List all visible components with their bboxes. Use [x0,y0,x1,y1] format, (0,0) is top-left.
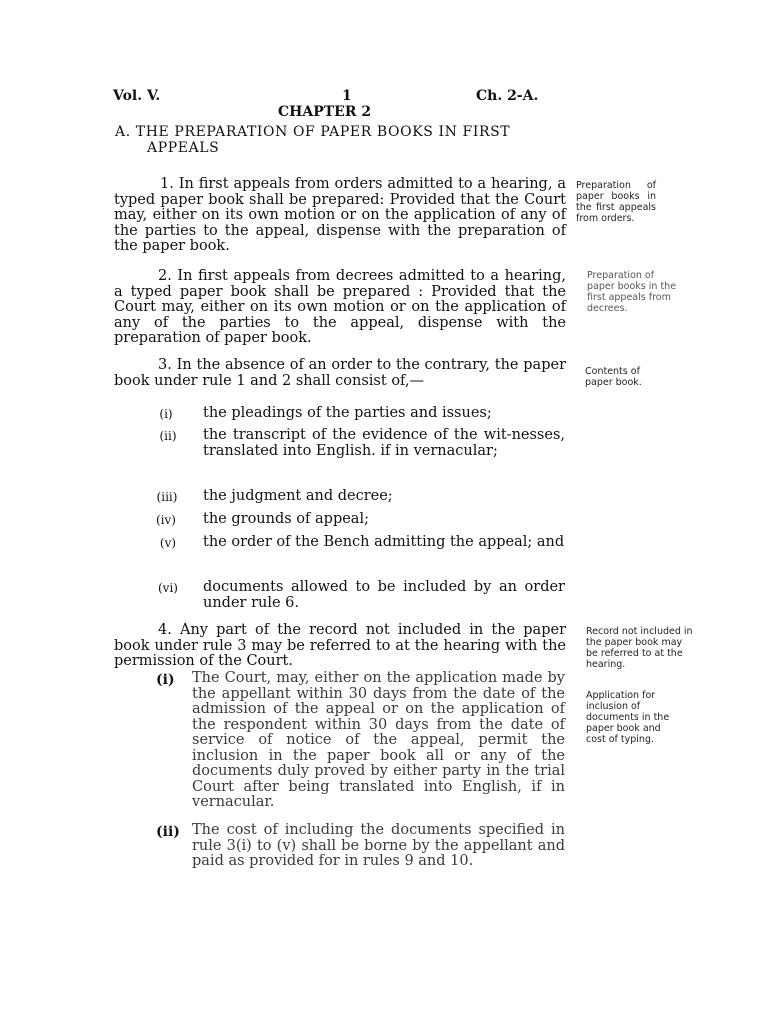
sub-item-number: (i) [156,672,175,688]
rule-2-text: 2. In first appeals from decrees admitted to a hearing, a typed paper book shall be prepared : Provided that the Court may, either on its own motion or on the application of any of the parties to the appeal, dispense with the preparation of paper book. [114,268,566,346]
section-title [115,124,570,156]
rule-4-paragraph [114,623,566,670]
list-item-text: the pleadings of the parties and issues; [203,405,492,421]
chapter-reference: Ch. 2-A. [476,88,539,104]
list-item-number: (v) [159,536,177,550]
list-item-text: the order of the Bench admitting the appeal; and [203,534,565,550]
margin-note: Record not included in the paper book may be referred to at the hearing. [586,626,693,670]
list-item-text: the grounds of appeal; [203,511,369,527]
volume-label: Vol. V. [113,88,161,104]
list-item-text: the transcript of the evidence of the wit-nesses, translated into English. if in vernacular; [203,427,565,459]
margin-note: Application for inclusion of documents in the paper book and cost of typing. [586,690,670,745]
list-item-text: the judgment and decree; [203,488,393,504]
rule-3-paragraph [114,358,566,389]
sub-item-text: The cost of including the documents specified in rule 3(i) to (v) shall be borne by the appellant and paid as provided for in rules 9 and 10. [192,822,565,869]
rule-4-text: 4. Any part of the record not included in the paper book under rule 3 may be referred to at the hearing with the permission of the Court. [114,622,566,669]
list-item-number: (iv) [156,513,176,527]
list-item-number: (iii) [156,490,178,504]
section-title-line-1: A. THE PREPARATION OF PAPER BOOKS IN FIRST [115,124,511,140]
rule-3-intro-text: 3. In the absence of an order to the contrary, the paper book under rule 1 and 2 shall consist of,— [114,357,566,389]
rule-2-paragraph [114,269,566,347]
rule-1-paragraph [114,177,566,255]
section-title-line-2: APPEALS [147,140,220,156]
sub-item-number: (ii) [156,824,180,840]
list-item-number: (ii) [159,429,177,443]
margin-note: Preparation of paper books in the first appeals from orders. [576,180,656,224]
list-item-number: (vi) [158,581,178,595]
margin-note: Preparation of paper books in the first appeals from decrees. [587,270,677,314]
page-number: 1 [342,88,352,104]
margin-note: Contents of paper book. [585,366,642,388]
sub-item-text: The Court, may, either on the application made by the appellant within 30 days from the date of the admission of the appeal or on the application of the respondent within 30 days from the date of service of notice of the appeal, permit the inclusion in the paper book all or any of the documents duly proved by either party in the trial Court after being translated into English, if in vernacular. [192,670,565,810]
rule-1-text: 1. In first appeals from orders admitted to a hearing, a typed paper book shall be prepared: Provided that the Court may, either on its own motion or on the application of any of the parties to the appeal, dispense with the preparation of the paper book. [114,176,566,254]
list-item-number: (i) [159,407,173,421]
chapter-title: CHAPTER 2 [278,104,372,120]
list-item-text: documents allowed to be included by an order under rule 6. [203,579,565,611]
